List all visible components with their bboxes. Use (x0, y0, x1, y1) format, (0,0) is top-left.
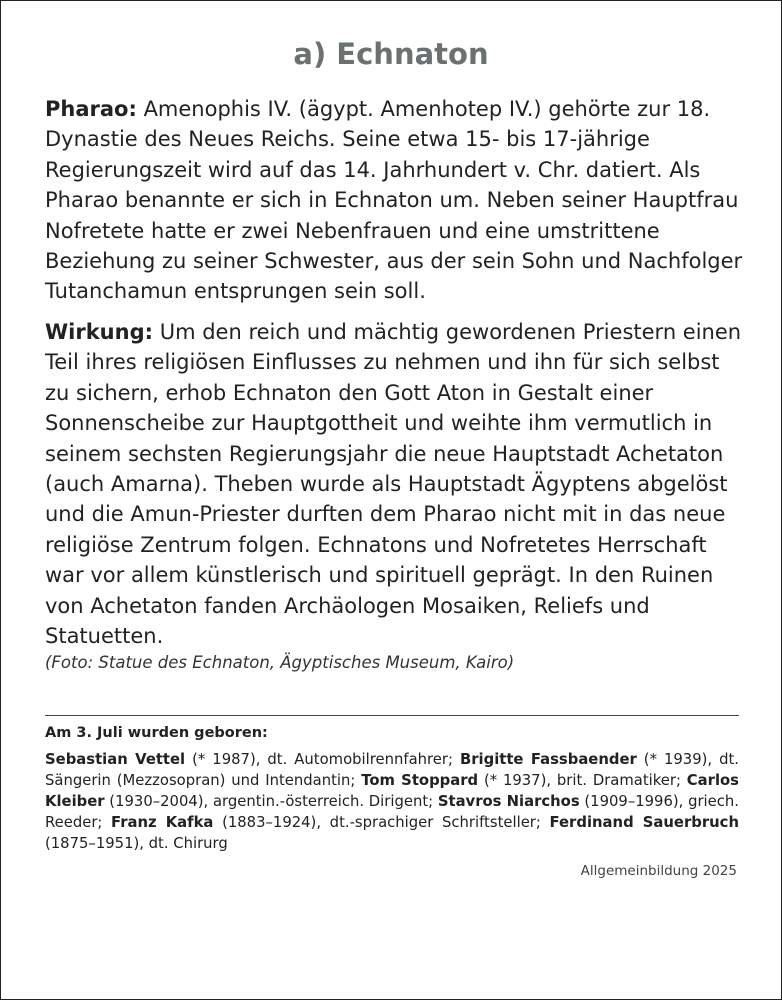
pharao-paragraph (45, 94, 745, 307)
wirkung-paragraph (45, 317, 745, 651)
person-name: Carlos Kleiber (45, 772, 739, 810)
person-info: (* 1937), brit. Dramatiker; (478, 772, 687, 789)
person-info: (1930–2004), argentin.-österreich. Dirigent; (104, 793, 438, 810)
person-info: (1883–1924), dt.-sprachiger Schriftsteller; (213, 814, 550, 831)
person-name: Brigitte Fassbaender (459, 751, 637, 768)
born-list (45, 749, 739, 854)
page-title: a) Echnaton (293, 37, 489, 71)
person-name: Stavros Niarchos (437, 793, 580, 810)
wirkung-text: Um den reich und mächtig gewordenen Priestern einen Teil ihres religiösen Einflusses zu nehmen und ihn für sich selbst zu sichern, erhob Echnaton den Gott Aton in Gestalt einer Sonnenscheibe zur Hauptgottheit und weihte ihm vermutlich in seinem sechsten Regierungsjahr die neue Hauptstadt Achetaton (auch Amarna). Theben wurde als Hauptstadt Ägyptens abgelöst und die Amun-Priester durften dem Pharao nicht mit in das neue religiöse Zentrum folgen. Echnatons und Nofretetes Herrschaft war vor allem künstlerisch und spirituell geprägt. In den Ruinen von Achetaton fanden Archäologen Mosaiken, Reliefs und Statuetten. (45, 320, 742, 649)
wirkung-label: Wirkung: (45, 320, 154, 344)
person-info: (* 1939), dt. Sängerin (Mezzosopran) und Intendantin; (45, 751, 739, 789)
person-name: Franz Kafka (111, 814, 214, 831)
person-name: Ferdinand Sauerbruch (549, 814, 739, 831)
person-name: Sebastian Vettel (45, 751, 186, 768)
born-heading: Am 3. Juli wurden geboren: (45, 725, 268, 741)
divider (45, 715, 739, 716)
person-info: (1875–1951), dt. Chirurg (45, 835, 228, 852)
footer-label: Allgemeinbildung 2025 (580, 863, 737, 879)
photo-credit: (Foto: Statue des Echnaton, Ägyptisches Museum, Kairo) (45, 653, 515, 672)
pharao-label: Pharao: (45, 97, 137, 121)
person-info: (* 1987), dt. Automobilrennfahrer; (185, 751, 460, 768)
person-info: (1909–1996), griech. Reeder; (45, 793, 739, 831)
person-name: Tom Stoppard (361, 772, 479, 789)
pharao-text: Amenophis IV. (ägypt. Amenhotep IV.) gehörte zur 18. Dynastie des Neues Reichs. Seine etwa 15- bis 17-jährige Regierungszeit wird auf das 14. Jahrhundert v. Chr. datiert. Als Pharao benannte er sich in Echnaton um. Neben seiner Hauptfrau Nofretete hatte er zwei Nebenfrauen und eine umstrittene Beziehung zu seiner Schwester, aus der sein Sohn und Nachfolger Tutanchamun entsprungen sein soll. (45, 97, 743, 304)
